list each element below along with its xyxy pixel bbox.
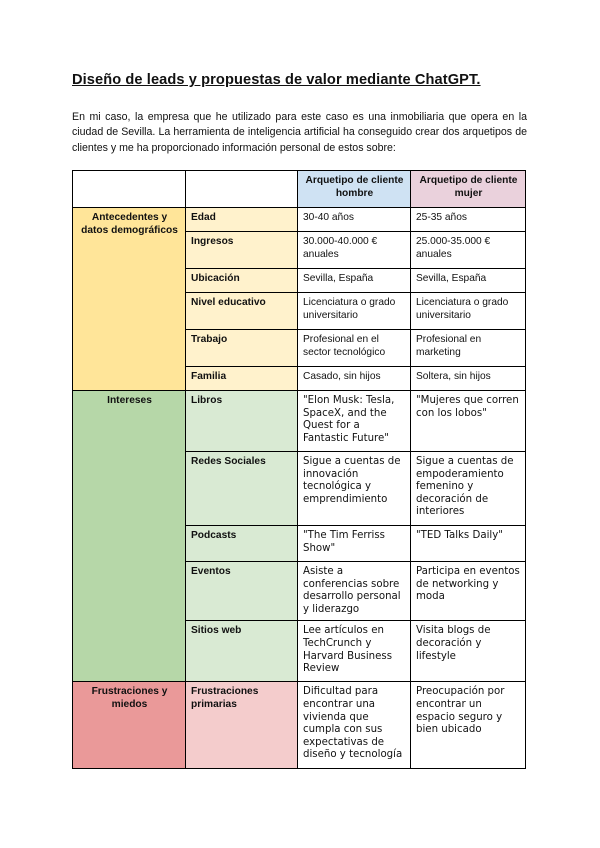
woman-value: Participa en eventos de networking y moda [411, 562, 526, 621]
man-value: Sigue a cuentas de innovación tecnológica y emprendimiento [298, 452, 411, 526]
man-value: 30-40 años [298, 208, 411, 232]
man-value: Casado, sin hijos [298, 367, 411, 391]
woman-value: Preocupación por encontrar un espacio seguro y bien ubicado [411, 682, 526, 769]
man-value: Sevilla, España [298, 269, 411, 293]
man-value: "The Tim Ferriss Show" [298, 526, 411, 562]
row-label: Ingresos [186, 232, 298, 269]
row-label: Podcasts [186, 526, 298, 562]
woman-value: Soltera, sin hijos [411, 367, 526, 391]
table-row [73, 682, 526, 769]
man-value: Licenciatura o grado universitario [298, 293, 411, 330]
woman-value: 25-35 años [411, 208, 526, 232]
document-title: Diseño de leads y propuestas de valor mediante ChatGPT. [72, 72, 481, 88]
woman-value: Licenciatura o grado universitario [411, 293, 526, 330]
row-label: Eventos [186, 562, 298, 621]
man-value: Asiste a conferencias sobre desarrollo personal y liderazgo [298, 562, 411, 621]
header-man-archetype: Arquetipo de cliente hombre [298, 171, 411, 208]
category-frustrations: Frustraciones y miedos [73, 682, 186, 769]
header-empty-cell-2 [186, 171, 298, 208]
category-demographics: Antecedentes y datos demográficos [73, 208, 186, 391]
table-row [73, 208, 526, 232]
row-label: Nivel educativo [186, 293, 298, 330]
man-value: 30.000-40.000 € anuales [298, 232, 411, 269]
row-label: Redes Sociales [186, 452, 298, 526]
woman-value: "Mujeres que corren con los lobos" [411, 391, 526, 452]
man-value: Lee artículos en TechCrunch y Harvard Business Review [298, 621, 411, 682]
row-label: Libros [186, 391, 298, 452]
archetypes-table [72, 170, 526, 769]
row-label: Frustraciones primarias [186, 682, 298, 769]
table-row [73, 391, 526, 452]
woman-value: Sigue a cuentas de empoderamiento femenino y decoración de interiores [411, 452, 526, 526]
header-empty-cell-1 [73, 171, 186, 208]
table-header-row [73, 171, 526, 208]
row-label: Familia [186, 367, 298, 391]
woman-value: Profesional en marketing [411, 330, 526, 367]
category-interests: Intereses [73, 391, 186, 682]
header-woman-archetype: Arquetipo de cliente mujer [411, 171, 526, 208]
row-label: Trabajo [186, 330, 298, 367]
row-label: Edad [186, 208, 298, 232]
man-value: Dificultad para encontrar una vivienda que cumpla con sus expectativas de diseño y tecnología [298, 682, 411, 769]
woman-value: Sevilla, España [411, 269, 526, 293]
man-value: "Elon Musk: Tesla, SpaceX, and the Quest for a Fantastic Future" [298, 391, 411, 452]
row-label: Sitios web [186, 621, 298, 682]
intro-paragraph: En mi caso, la empresa que he utilizado para este caso es una inmobiliaria que opera en la ciudad de Sevilla. La herramienta de inteligencia artificial ha conseguido crear dos arquetipos de clientes y me ha proporcionado información personal de estos sobre: [72, 111, 527, 154]
woman-value: Visita blogs de decoración y lifestyle [411, 621, 526, 682]
woman-value: "TED Talks Daily" [411, 526, 526, 562]
woman-value: 25.000-35.000 € anuales [411, 232, 526, 269]
row-label: Ubicación [186, 269, 298, 293]
man-value: Profesional en el sector tecnológico [298, 330, 411, 367]
